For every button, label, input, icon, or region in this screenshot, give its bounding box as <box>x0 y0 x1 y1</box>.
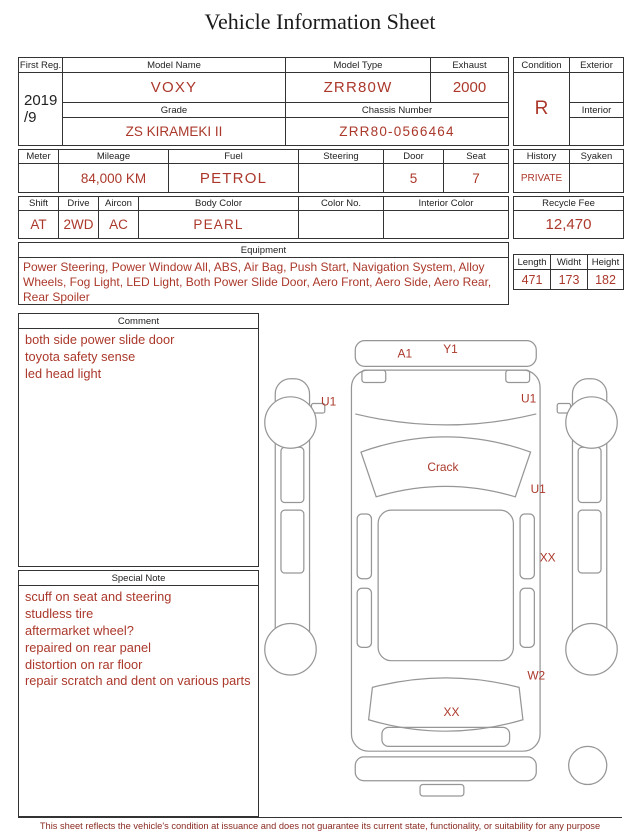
syaken-value <box>570 164 624 193</box>
mark-right-xx: XX <box>539 550 556 565</box>
model-name-value: VOXY <box>63 73 286 103</box>
comment-label: Comment <box>19 314 258 329</box>
grade-value: ZS KIRAMEKI II <box>63 118 286 146</box>
special-note-line: repair scratch and dent on various parts <box>25 673 251 689</box>
model-type-label: Model Type <box>286 58 431 73</box>
page-title: Vehicle Information Sheet <box>204 9 436 34</box>
length-value: 471 <box>514 270 551 290</box>
door-label: Door <box>384 150 444 164</box>
width-value: 173 <box>551 270 588 290</box>
exhaust-label: Exhaust <box>431 58 509 73</box>
recycle-fee-table <box>513 196 624 239</box>
condition-table <box>513 57 624 146</box>
mark-rear-xx: XX <box>443 704 459 719</box>
aircon-label: Aircon <box>99 197 139 211</box>
height-value: 182 <box>588 270 624 290</box>
first-reg-value <box>19 73 63 146</box>
history-table <box>513 149 624 193</box>
height-label: Height <box>588 255 624 270</box>
mark-windshield-crack: Crack <box>426 460 458 475</box>
special-note-line: studless tire <box>25 605 94 621</box>
special-note-text <box>19 586 258 693</box>
equipment-label: Equipment <box>19 243 509 258</box>
model-type-value: ZRR80W <box>286 73 431 103</box>
mileage-table <box>18 149 509 193</box>
notes-column <box>18 313 259 817</box>
special-note-box <box>18 570 259 817</box>
model-name-label: Model Name <box>63 58 286 73</box>
comment-box <box>18 313 259 567</box>
mileage-label: Mileage <box>59 150 169 164</box>
aircon-value: AC <box>99 211 139 239</box>
comment-line: toyota safety sense <box>25 348 136 364</box>
recycle-fee-value: 12,470 <box>514 211 624 239</box>
disclaimer-text: This sheet reflects the vehicle's condition at issuance and does not guarantee its current state, functionality, or suitability for any purpose <box>18 817 622 831</box>
meter-value <box>19 164 59 193</box>
first-reg-year: 2019 <box>24 91 58 109</box>
body-color-label: Body Color <box>139 197 299 211</box>
mileage-value: 84,000 KM <box>59 164 169 193</box>
steering-label: Steering <box>299 150 384 164</box>
mark-right-u1: U1 <box>530 482 546 497</box>
band-drivetrain <box>18 196 622 239</box>
recycle-fee-label: Recycle Fee <box>514 197 624 211</box>
width-label: Widht <box>551 255 588 270</box>
exterior-label: Exterior <box>570 58 624 73</box>
first-reg-label: First Reg. <box>19 58 63 73</box>
condition-value: R <box>514 73 570 146</box>
meter-label: Meter <box>19 150 59 164</box>
mark-rear-right-w2: W2 <box>526 668 545 683</box>
damage-diagram-area <box>259 313 622 817</box>
interior-color-value <box>384 211 509 239</box>
seat-label: Seat <box>444 150 509 164</box>
history-value: PRIVATE <box>514 164 570 193</box>
shift-label: Shift <box>19 197 59 211</box>
seat-value: 7 <box>444 164 509 193</box>
drivetrain-table <box>18 196 509 239</box>
special-note-line: repaired on rear panel <box>25 639 151 655</box>
special-note-line: aftermarket wheel? <box>25 622 134 638</box>
color-no-value <box>299 211 384 239</box>
grade-label: Grade <box>63 103 286 118</box>
shift-value: AT <box>19 211 59 239</box>
comment-line: both side power slide door <box>25 332 175 347</box>
exterior-value <box>570 73 624 103</box>
mark-left-u1: U1 <box>320 394 336 409</box>
equipment-value: Power Steering, Power Window All, ABS, Air Bag, Push Start, Navigation System, Alloy Wheels, Fog Light, LED Light, Both Power Slide Door, Aero Front, Aero Side, Aero Rear, Rear Spoiler <box>19 258 509 305</box>
interior-label: Interior <box>570 103 624 118</box>
band-registration <box>18 57 622 146</box>
special-note-line: distortion on rar floor <box>25 656 143 672</box>
chassis-number-value: ZRR80-0566464 <box>286 118 509 146</box>
condition-label: Condition <box>514 58 570 73</box>
wheel-circles <box>264 397 616 785</box>
drive-value: 2WD <box>59 211 99 239</box>
door-value: 5 <box>384 164 444 193</box>
special-note-label: Special Note <box>19 571 258 586</box>
comment-line: led head light <box>25 365 102 381</box>
main-section <box>18 313 622 817</box>
mark-right-top-u1: U1 <box>520 391 536 406</box>
steering-value <box>299 164 384 193</box>
dimensions-table <box>513 254 624 290</box>
length-label: Length <box>514 255 551 270</box>
history-label: History <box>514 150 570 164</box>
band-mileage <box>18 149 622 193</box>
chassis-number-label: Chassis Number <box>286 103 509 118</box>
syaken-label: Syaken <box>570 150 624 164</box>
vehicle-top-view-diagram <box>260 317 622 811</box>
band-equipment <box>18 242 622 305</box>
exhaust-value: 2000 <box>431 73 509 103</box>
special-note-line: scuff on seat and steering <box>25 589 172 604</box>
color-no-label: Color No. <box>299 197 384 211</box>
interior-value <box>570 118 624 146</box>
mark-front-y1: Y1 <box>442 341 458 356</box>
equipment-table <box>18 242 509 305</box>
first-reg-month: /9 <box>24 109 37 126</box>
registration-table <box>18 57 509 146</box>
fuel-value: PETROL <box>169 164 299 193</box>
interior-color-label: Interior Color <box>384 197 509 211</box>
fuel-label: Fuel <box>169 150 299 164</box>
drive-label: Drive <box>59 197 99 211</box>
comment-text <box>19 329 258 386</box>
body-color-value: PEARL <box>139 211 299 239</box>
mark-front-a1: A1 <box>397 346 412 361</box>
